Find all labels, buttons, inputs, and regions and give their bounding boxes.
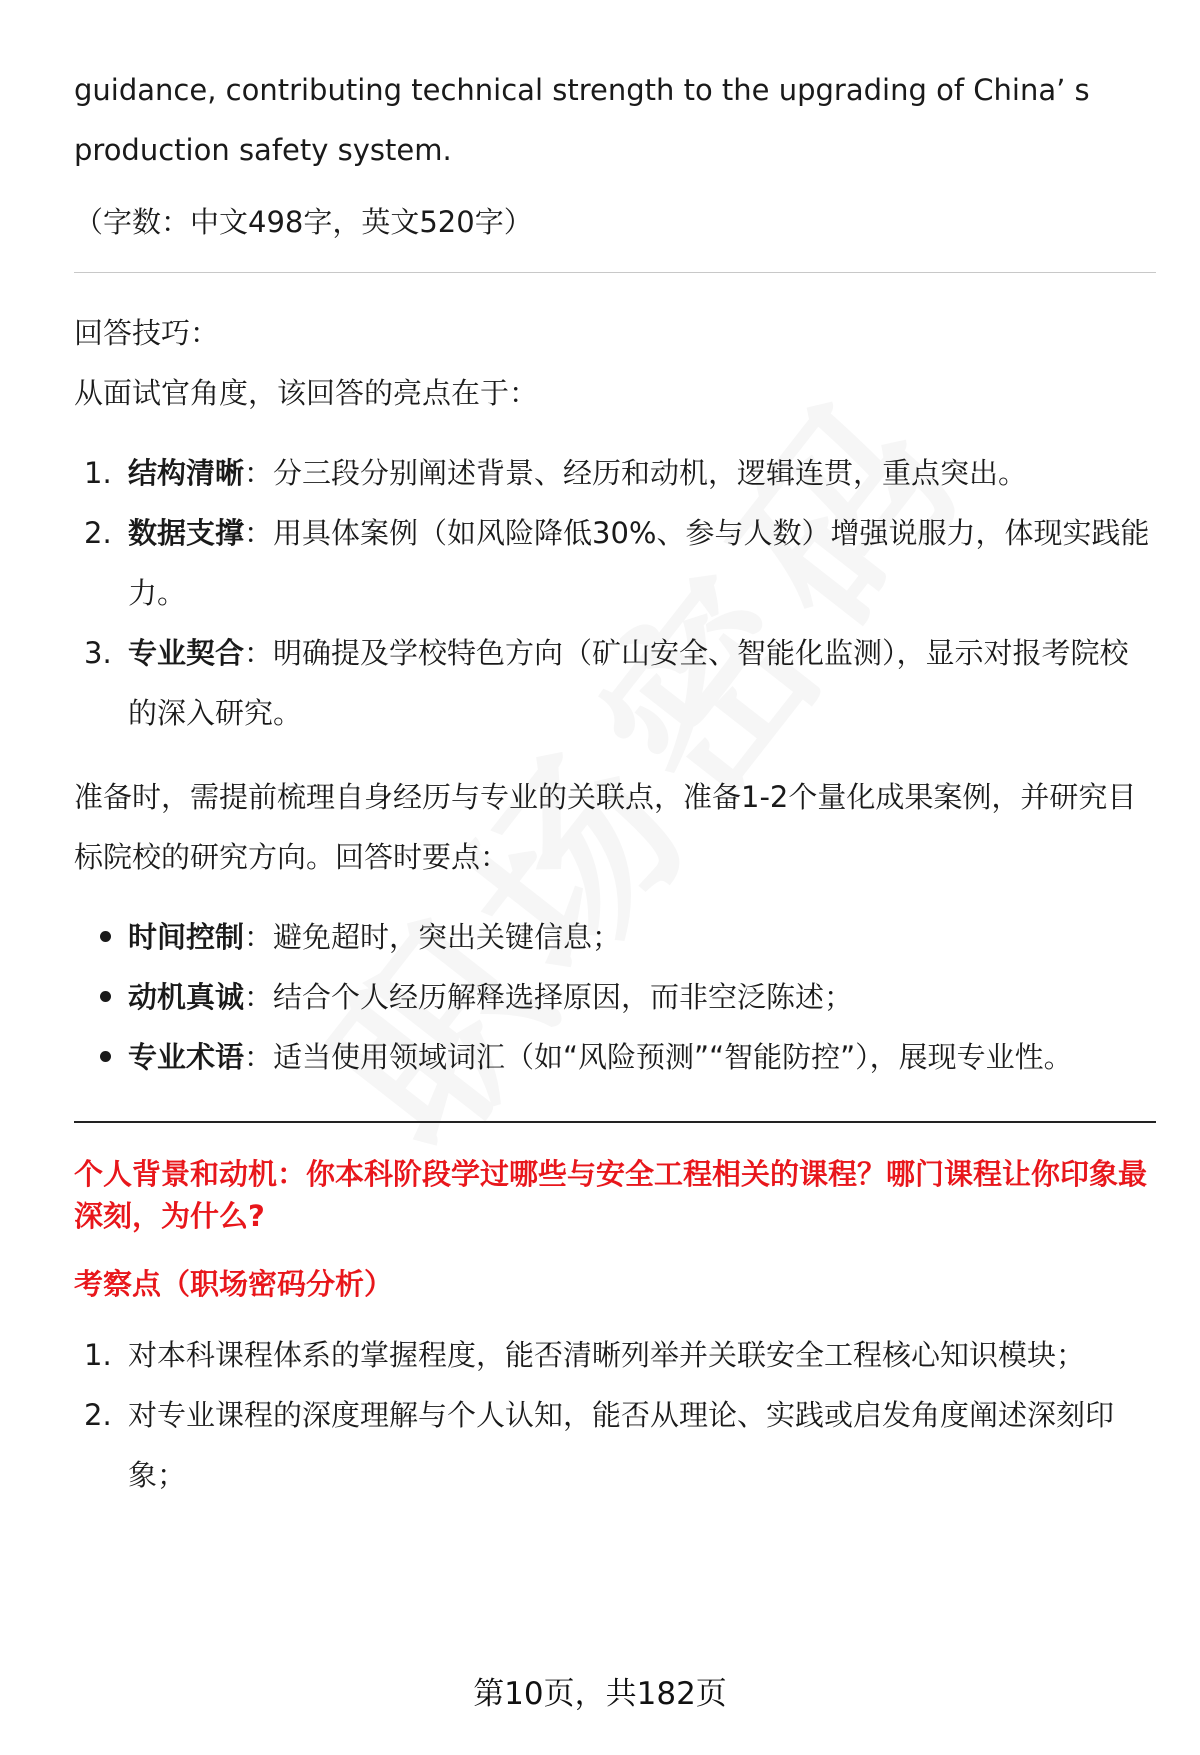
tips-title: 回答技巧：	[74, 316, 220, 350]
list-item-keyword: 专业契合	[128, 636, 245, 670]
bullet-dot-icon	[100, 931, 111, 942]
tips-list	[74, 443, 1156, 743]
list-item-keyword: 数据支撑	[128, 516, 245, 550]
bullet-keyword: 专业术语	[128, 1040, 245, 1074]
page-number: 第10页，共182页	[473, 1676, 727, 1712]
focus-list	[74, 1325, 1156, 1505]
list-item-text: ：明确提及学校特色方向（矿山安全、智能化监测），显示对报考院校的深入研究。	[128, 636, 1129, 730]
bullet-item	[74, 907, 1156, 967]
interview-question: 个人背景和动机：你本科阶段学过哪些与安全工程相关的课程？哪门课程让你印象最深刻，为什么?	[74, 1157, 1148, 1233]
list-item-keyword: 结构清晰	[128, 456, 245, 490]
section-divider	[74, 1121, 1156, 1123]
bullet-dot-icon	[100, 1051, 111, 1062]
bullet-text: ：避免超时，突出关键信息；	[244, 920, 622, 954]
list-item	[74, 1385, 1156, 1505]
intro-line: guidance, contributing technical strength to the upgrading of China’ s	[74, 73, 1090, 107]
list-item-text: 对本科课程体系的掌握程度，能否清晰列举并关联安全工程核心知识模块；	[128, 1338, 1086, 1372]
list-item-text: 对专业课程的深度理解与个人认知，能否从理论、实践或启发角度阐述深刻印象；	[128, 1398, 1115, 1492]
tips-intro: 从面试官角度，该回答的亮点在于：	[74, 376, 539, 410]
bullet-list	[74, 907, 1156, 1087]
list-number: 3.	[84, 636, 112, 670]
bullet-keyword: 时间控制	[128, 920, 245, 954]
list-item-text: ：用具体案例（如风险降低30%、参与人数）增强说服力，体现实践能力。	[128, 516, 1150, 610]
prep-paragraph: 准备时，需提前梳理自身经历与专业的关联点，准备1-2个量化成果案例，并研究目标院校的研究方向。回答时要点：	[74, 780, 1137, 874]
list-item	[74, 623, 1156, 743]
list-item	[74, 503, 1156, 623]
bullet-dot-icon	[100, 991, 111, 1002]
bullet-item	[74, 1027, 1156, 1087]
list-item	[74, 1325, 1156, 1385]
divider	[74, 272, 1156, 273]
list-number: 2.	[84, 1398, 112, 1432]
bullet-text: ：结合个人经历解释选择原因，而非空泛陈述；	[244, 980, 854, 1014]
list-item-text: ：分三段分别阐述背景、经历和动机，逻辑连贯，重点突出。	[244, 456, 1028, 490]
word-count-note: （字数：中文498字，英文520字）	[74, 205, 533, 239]
bullet-keyword: 动机真诚	[128, 980, 245, 1014]
list-number: 2.	[84, 516, 112, 550]
page-content	[74, 60, 1156, 1505]
list-number: 1.	[84, 456, 112, 490]
focus-title: 考察点（职场密码分析）	[74, 1267, 394, 1301]
bullet-text: ：适当使用领域词汇（如“风险预测”“智能防控”），展现专业性。	[244, 1040, 1073, 1074]
list-number: 1.	[84, 1338, 112, 1372]
bullet-item	[74, 967, 1156, 1027]
intro-line: production safety system.	[74, 133, 452, 167]
list-item	[74, 443, 1156, 503]
